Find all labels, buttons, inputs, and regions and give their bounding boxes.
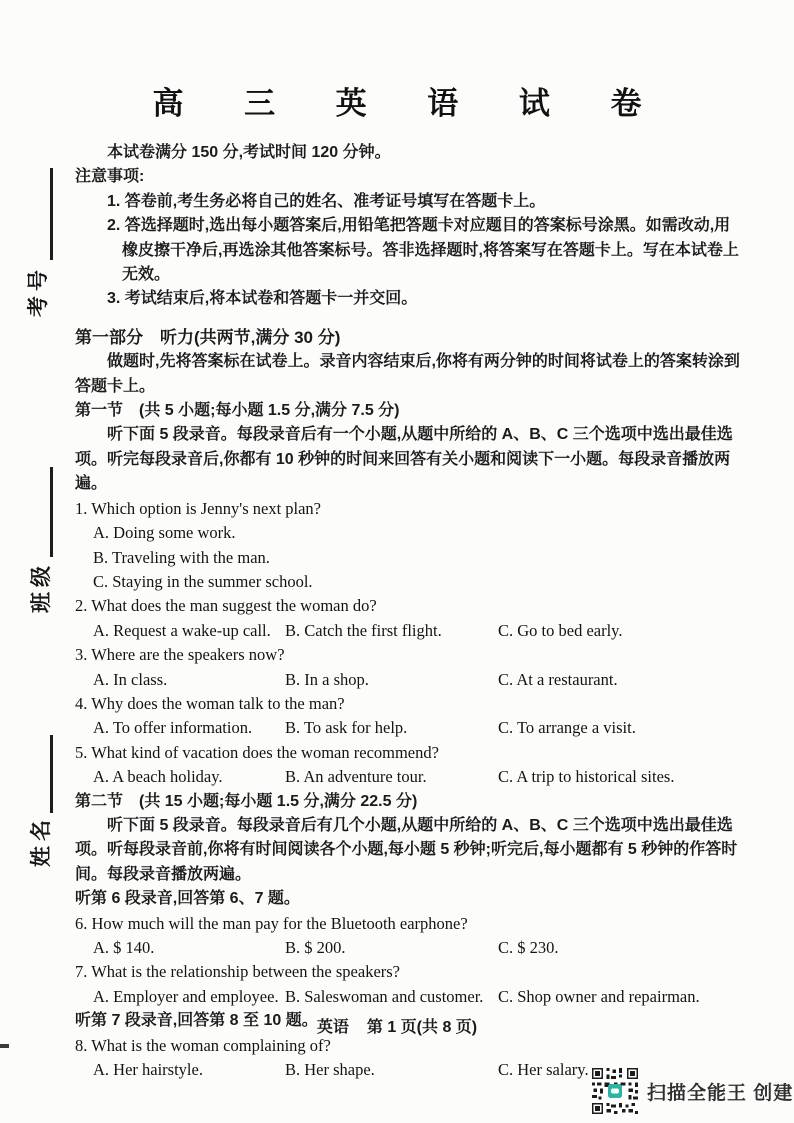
option-8b: B. Her shape. xyxy=(285,1060,375,1080)
option-1a: A. Doing some work. xyxy=(93,523,236,543)
footer-subject: 英语 xyxy=(316,1019,349,1036)
question-5-options xyxy=(75,765,746,789)
option-3b: B. In a shop. xyxy=(285,669,369,689)
option-7b: B. Saleswoman and customer. xyxy=(285,986,484,1006)
page-footer xyxy=(0,1014,794,1037)
notice-title: 注意事项: xyxy=(75,168,145,186)
question-2-options xyxy=(75,619,746,643)
exam-body xyxy=(75,141,746,1082)
question-1: 1. Which option is Jenny's next plan? xyxy=(75,498,322,518)
option-4c: C. To arrange a visit. xyxy=(498,718,636,738)
part1-heading: 第一部分 听力(共两节,满分 30 分) xyxy=(75,327,341,347)
notice-num: 1. xyxy=(107,192,121,210)
seal-line-kaohao xyxy=(50,168,53,260)
question-8: 8. What is the woman complaining of? xyxy=(75,1035,331,1055)
part1-intro: 做题时,先将答案标在试卷上。录音内容结束后,你将有两分钟的时间将试卷上的答案转涂到答题卡上。 xyxy=(75,353,740,395)
question-4: 4. Why does the woman talk to the man? xyxy=(75,693,345,713)
question-3: 3. Where are the speakers now? xyxy=(75,645,285,665)
margin-label-banji: 班级 xyxy=(30,561,53,613)
option-1c: C. Staying in the summer school. xyxy=(93,571,313,591)
notice-item-1 xyxy=(75,190,746,214)
option-5c: C. A trip to historical sites. xyxy=(498,767,675,787)
notice-item-2 xyxy=(75,214,746,287)
footer-page-number: 第 1 页(共 8 页) xyxy=(366,1019,478,1036)
option-6a: A. $ 140. xyxy=(93,938,155,957)
notice-num: 3. xyxy=(107,290,121,308)
section1-intro: 听下面 5 段录音。每段录音后有一个小题,从题中所给的 A、B、C 三个选项中选出最佳选项。听完每段录音后,你都有 10 秒钟的时间来回答有关小题和阅读下一小题。每段录音播放两遍。 xyxy=(75,426,733,493)
notice-item-3 xyxy=(75,287,746,311)
scanner-credit-text: 扫描全能王 创建 xyxy=(647,1082,794,1104)
option-8c: C. Her salary. xyxy=(498,1060,589,1080)
notice-num: 2. xyxy=(107,217,121,235)
scanner-watermark xyxy=(592,1068,793,1114)
question-6-options xyxy=(75,936,746,960)
option-4a: A. To offer information. xyxy=(93,718,253,738)
seal-line-banji xyxy=(50,467,53,557)
option-7a: A. Employer and employee. xyxy=(93,986,279,1006)
audio-cue-8-10: 听第 7 段录音,回答第 8 至 10 题。 xyxy=(75,1012,318,1030)
margin-label-kaohao: 考号 xyxy=(27,265,50,317)
option-2a: A. Request a wake-up call. xyxy=(93,620,271,640)
option-5b: B. An adventure tour. xyxy=(285,767,427,787)
section2-intro: 听下面 5 段录音。每段录音后有几个小题,从题中所给的 A、B、C 三个选项中选出最佳选项。听每段录音前,你将有时间阅读各个小题,每小题 5 秒钟;听完后,每小题都有 5 秒钟的作答时间。每段录音播放两遍。 xyxy=(75,816,738,883)
margin-label-xingming: 姓名 xyxy=(30,815,53,867)
question-4-options xyxy=(75,716,746,740)
seal-line-xingming xyxy=(50,735,53,813)
option-6c: C. $ 230. xyxy=(498,938,559,957)
qr-code-icon xyxy=(592,1068,638,1114)
option-4b: B. To ask for help. xyxy=(285,718,408,738)
option-3c: C. At a restaurant. xyxy=(498,669,618,689)
question-5: 5. What kind of vacation does the woman recommend? xyxy=(75,742,439,762)
option-8a: A. Her hairstyle. xyxy=(93,1060,203,1080)
exam-info: 本试卷满分 150 分,考试时间 120 分钟。 xyxy=(107,144,391,161)
scan-artifact xyxy=(0,1044,9,1048)
option-6b: B. $ 200. xyxy=(285,938,346,957)
option-3a: A. In class. xyxy=(93,669,168,689)
question-2: 2. What does the man suggest the woman do? xyxy=(75,596,377,616)
question-6: 6. How much will the man pay for the Bluetooth earphone? xyxy=(75,913,468,933)
question-7: 7. What is the relationship between the speakers? xyxy=(75,962,401,982)
option-1b: B. Traveling with the man. xyxy=(93,547,270,567)
notice-text: 答选择题时,选出每小题答案后,用铅笔把答题卡对应题目的答案标号涂黑。如需改动,用橡皮擦干净后,再选涂其他答案标号。答非选择题时,将答案写在答题卡上。写在本试卷上无效。 xyxy=(122,217,739,284)
question-1-options xyxy=(75,521,746,594)
section2-heading: 第二节 (共 15 小题;每小题 1.5 分,满分 22.5 分) xyxy=(75,792,418,810)
section1-heading: 第一节 (共 5 小题;每小题 1.5 分,满分 7.5 分) xyxy=(75,402,400,420)
option-5a: A. A beach holiday. xyxy=(93,767,223,787)
question-7-options xyxy=(75,985,746,1009)
page-title: 高 三 英 语 试 卷 xyxy=(152,86,668,121)
notice-text: 考试结束后,将本试卷和答题卡一并交回。 xyxy=(124,290,418,308)
notice-text: 答卷前,考生务必将自己的姓名、准考证号填写在答题卡上。 xyxy=(124,192,546,210)
question-3-options xyxy=(75,668,746,692)
option-7c: C. Shop owner and repairman. xyxy=(498,986,700,1006)
audio-cue-6-7: 听第 6 段录音,回答第 6、7 题。 xyxy=(75,890,300,908)
option-2b: B. Catch the first flight. xyxy=(285,620,442,640)
option-2c: C. Go to bed early. xyxy=(498,620,623,640)
